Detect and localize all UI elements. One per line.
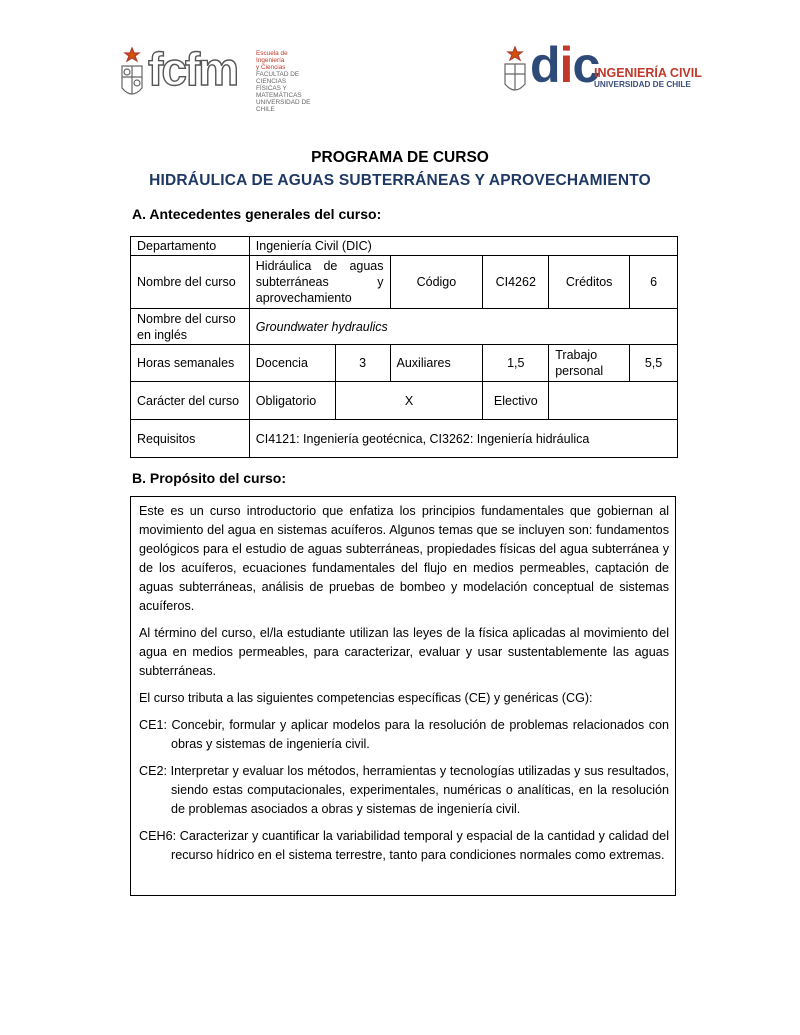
name-en-label: Nombre del curso en inglés [131,309,250,345]
fcfm-sub-line: Escuela de Ingeniería [256,50,288,64]
fcfm-wordmark: fcfm [148,43,238,95]
fcfm-sub-line: FÍSICAS Y MATEMÁTICAS [256,85,302,99]
section-b-heading: B. Propósito del curso: [132,470,287,486]
table-row [131,237,678,256]
dic-letter: d [530,37,560,93]
hours-label: Horas semanales [131,345,250,382]
purpose-paragraph: El curso tributa a las siguientes competencias específicas (CE) y genéricas (CG): [139,691,593,705]
fcfm-sub-line: FACULTAD DE CIENCIAS [256,71,300,85]
elective-value [549,382,678,420]
table-row [131,382,678,420]
competency-ceh6: CEH6: Caracterizar y cuantificar la variabilidad temporal y espacial de la cantidad y calidad del recurso hídrico en el sistema terrestre, tanto para condiciones normales como extremas. [139,829,669,862]
code-label: Código [390,256,483,309]
aux-label: Auxiliares [390,345,483,382]
purpose-paragraph: Al término del curso, el/la estudiante utilizan las leyes de la física aplicadas al movimiento del agua en medios permeables, para caracterizar, evaluar y usar sustentablemente las aguas subterráneas. [139,626,669,678]
name-label: Nombre del curso [131,256,250,309]
table-row [131,256,678,309]
purpose-paragraph: Este es un curso introductorio que enfatiza los principios fundamentales que gobiernan al movimiento del agua en sistemas acuíferos. Algunos temas que se incluyen son: fundamentos geológicos para el estudio de aguas subterráneas, propiedades físicas del agua subterránea y de los acuíferos, ecuaciones fundamentales del flujo en medios permeables, captación de aguas subterráneas, análisis de pruebas de bombeo y modelación conceptual de sistemas acuíferos. [139,504,669,613]
fcfm-sub-line: UNIVERSIDAD DE CHILE [256,99,311,113]
page-title: PROGRAMA DE CURSO [311,149,489,166]
name-value: Hidráulica de aguas subterráneas y aprovechamiento [249,256,390,309]
table-row [131,420,678,458]
course-info-table [130,236,678,458]
dic-logo [502,37,702,102]
docencia-label: Docencia [249,345,335,382]
dic-subtitle: UNIVERSIDAD DE CHILE [594,80,691,89]
dept-label: Departamento [131,237,250,256]
code-value: CI4262 [483,256,549,309]
name-en-value: Groundwater hydraulics [249,309,677,345]
dic-letter: i [559,37,573,93]
credits-label: Créditos [549,256,630,309]
table-row [131,345,678,382]
elective-label: Electivo [483,382,549,420]
character-label: Carácter del curso [131,382,250,420]
purpose-box [130,496,676,896]
competency-ce2: CE2: Interpretar y evaluar los métodos, herramientas y tecnologías utilizadas y sus resultados, siendo estas computacionales, experimentales, numéricas o analíticas, en la resolución de problemas asociados a obras y sistemas de ingeniería civil. [139,764,669,816]
aux-value: 1,5 [483,345,549,382]
fcfm-subtitle [256,50,316,113]
course-title: HIDRÁULICA DE AGUAS SUBTERRÁNEAS Y APROVECHAMIENTO [149,172,651,189]
personal-value: 5,5 [630,345,678,382]
dic-title: INGENIERÍA CIVIL [594,66,702,80]
fcfm-sub-line: y Ciencias [256,64,286,71]
fcfm-logo [118,43,311,113]
university-shield-icon [118,44,146,106]
section-a-heading: A. Antecedentes generales del curso: [132,206,382,222]
dic-letter: c [572,37,600,93]
mandatory-mark: X [335,382,483,420]
competency-ce1: CE1: Concebir, formular y aplicar modelos para la resolución de problemas relacionados con obras y sistemas de ingeniería civil. [139,718,669,751]
dept-value: Ingeniería Civil (DIC) [249,237,677,256]
personal-label: Trabajo personal [549,345,630,382]
university-shield-icon [502,44,528,100]
dic-wordmark [530,36,599,94]
req-label: Requisitos [131,420,250,458]
mandatory-label: Obligatorio [249,382,335,420]
credits-value: 6 [630,256,678,309]
docencia-value: 3 [335,345,390,382]
req-value: CI4121: Ingeniería geotécnica, CI3262: Ingeniería hidráulica [249,420,677,458]
table-row [131,309,678,345]
